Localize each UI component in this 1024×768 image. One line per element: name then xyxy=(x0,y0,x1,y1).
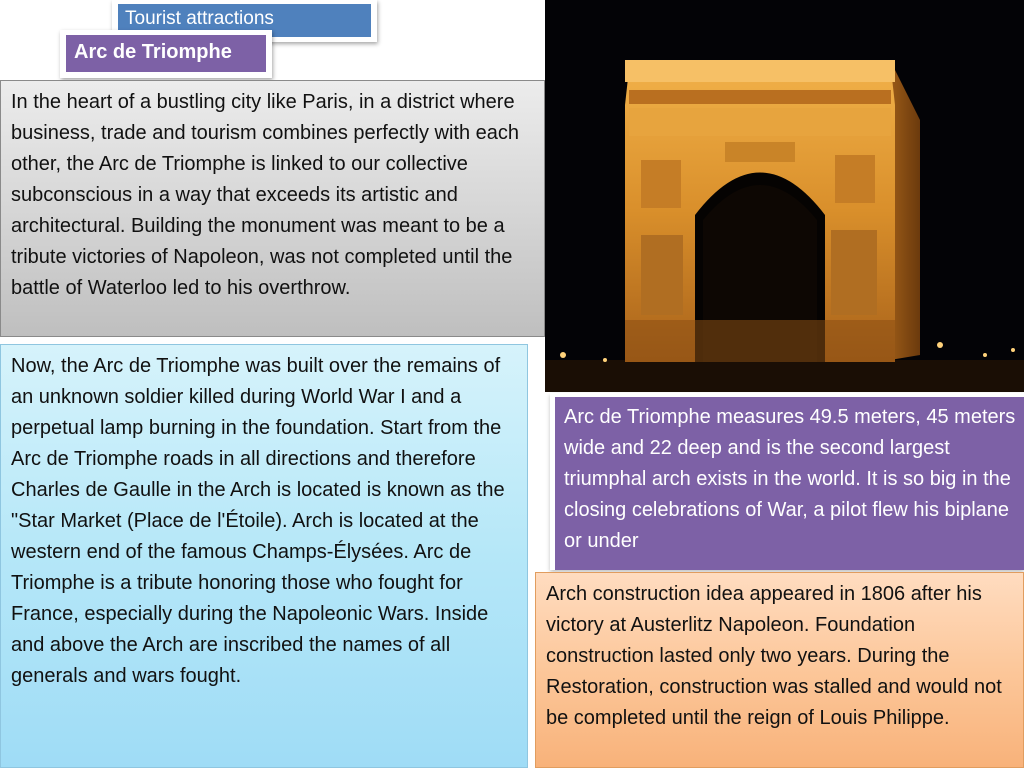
page-title: Arc de Triomphe xyxy=(66,35,266,72)
title-tab xyxy=(60,30,272,78)
dimensions-text: Arc de Triomphe measures 49.5 meters, 45 meters wide and 22 deep and is the second largest triumphal arch exists in the world. It is so big in the closing celebrations of War, a pilot flew his biplane or under xyxy=(555,397,1024,570)
arc-de-triomphe-photo xyxy=(545,0,1024,392)
category-label: Tourist attractions xyxy=(118,4,371,37)
construction-panel: Arch construction idea appeared in 1806 after his victory at Austerlitz Napoleon. Foundation construction lasted only two years. During the Restoration, construction was stalled and would not be completed until the reign of Louis Philippe. xyxy=(535,572,1024,768)
history-panel: In the heart of a bustling city like Paris, in a district where business, trade and tourism combines perfectly with each other, the Arc de Triomphe is linked to our collective subconscious in a way that exceeds its artistic and architectural. Building the monument was meant to be a tribute victories of Napoleon, was not completed until the battle of Waterloo led to his overthrow. xyxy=(0,80,545,337)
dimensions-panel xyxy=(550,393,1024,570)
location-panel: Now, the Arc de Triomphe was built over the remains of an unknown soldier killed during World War I and a perpetual lamp burning in the foundation. Start from the Arc de Triomphe roads in all directions and therefore Charles de Gaulle in the Arch is located is known as the "Star Market (Place de l'Étoile). Arch is located at the western end of the famous Champs-Élysées. Arc de Triomphe is a tribute honoring those who fought for France, especially during the Napoleonic Wars. Inside and above the Arch are inscribed the names of all generals and wars fought. xyxy=(0,344,528,768)
